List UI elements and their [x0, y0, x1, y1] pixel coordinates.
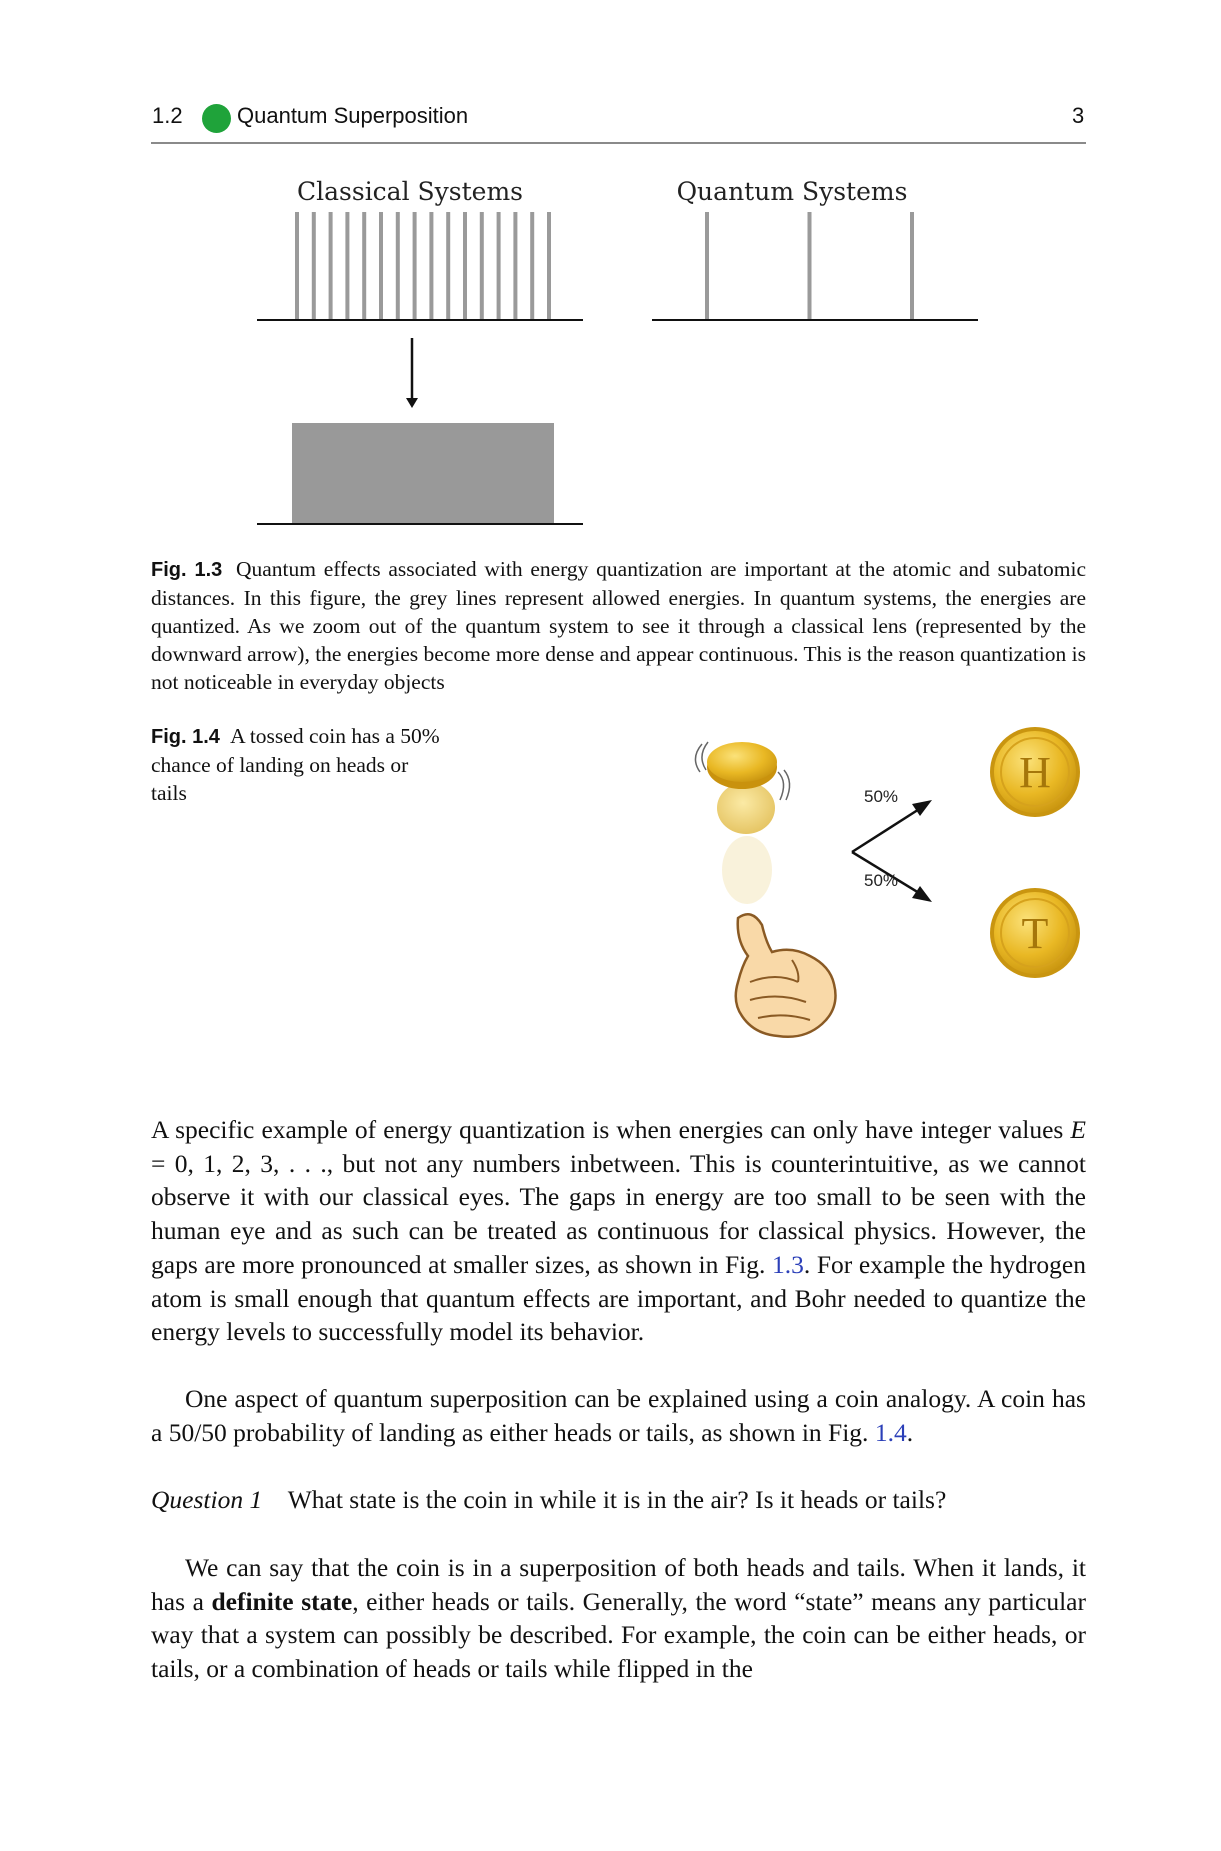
- coin-toss-illustration: [680, 720, 1090, 1060]
- p3-text-a: We can say that the coin is in a superposition of both heads and tails. When it lands, it has a: [151, 1553, 1086, 1616]
- energy-levels-figure: [250, 170, 990, 540]
- figure-1-3-caption: [151, 555, 1086, 696]
- quantum-energy-lines: [707, 212, 912, 320]
- figure-1-3-label: Fig. 1.3: [151, 559, 223, 581]
- question-1-label: Question 1: [151, 1485, 263, 1514]
- question-1-text: What state is the coin in while it is in the air? Is it heads or tails?: [287, 1485, 947, 1514]
- heads-probability-label: 50%: [864, 787, 899, 806]
- figure-1-4-caption: [151, 722, 441, 807]
- header-rule: [151, 142, 1086, 144]
- thumb-hand-icon: [736, 914, 836, 1037]
- quantum-systems-heading: Quantum Systems: [676, 177, 908, 206]
- heads-branch-arrow: [852, 800, 932, 852]
- figure-1-3-caption-text: Quantum effects associated with energy quantization are important at the atomic and subatomic distances. In this figure, the grey lines represent allowed energies. In quantum systems, the energies are quantized. As we zoom out of the quantum system to see it through a classical lens (represented by the downward arrow), the energies become more dense and appear continuous. This is the reason quantization is not noticeable in everyday objects: [151, 557, 1086, 694]
- paragraph-coin-analogy: [151, 1382, 1086, 1449]
- p1-text-c: . For example the hydrogen atom is small enough that quantum effects are important, and Bohr needed to quantize the energy levels to successfully model its behavior.: [151, 1249, 1086, 1347]
- paragraph-superposition: [151, 1551, 1086, 1686]
- question-1: [151, 1483, 1086, 1517]
- tails-letter: T: [1021, 909, 1049, 958]
- figure-1-4-link[interactable]: 1.4: [874, 1417, 907, 1447]
- page-number: 3: [1072, 103, 1085, 128]
- figure-1-3-link[interactable]: 1.3: [771, 1249, 804, 1279]
- figure-1-4-label: Fig. 1.4: [151, 726, 220, 748]
- p3-text-b: , either heads or tails. Generally, the word “state” means any particular way that a system can possibly be described. For example, the coin can be either heads, or tails, or a combination of heads or tails while flipped in the: [151, 1586, 1086, 1684]
- classical-systems-heading: Classical Systems: [297, 177, 523, 206]
- p1-text-b: = 0, 1, 2, 3, . . ., but not any numbers inbetween. This is counterintuitive, as we cannot observe it with our classical eyes. The gaps in energy are too small to be seen with the human eye and as such can be treated as continuous for classical physics. However, the gaps are more pronounced at smaller sizes, as shown in Fig.: [151, 1148, 1086, 1279]
- section-title: Quantum Superposition: [237, 103, 469, 128]
- p1-text-a: A specific example of energy quantization is when energies can only have integer values: [151, 1115, 1071, 1144]
- energy-variable: E: [1070, 1115, 1086, 1144]
- paragraph-energy-quantization: [151, 1113, 1086, 1349]
- classical-energy-lines: [297, 212, 549, 320]
- heads-coin-icon: [990, 727, 1080, 817]
- p2-text-b: .: [906, 1417, 914, 1447]
- continuous-energy-band: [292, 423, 554, 523]
- tails-coin-icon: [990, 888, 1080, 978]
- tails-probability-label: 50%: [864, 871, 899, 890]
- figure-1-4-caption-text: A tossed coin has a 50% chance of landing on heads or tails: [151, 724, 440, 805]
- section-marker-icon: [202, 104, 231, 133]
- heads-letter: H: [1019, 748, 1051, 797]
- p2-text-a: One aspect of quantum superposition can be explained using a coin analogy. A coin has a 50/50 probability of landing as either heads or tails, as shown in Fig.: [151, 1384, 1086, 1447]
- definite-state-term: definite state: [211, 1586, 353, 1616]
- down-arrow-icon: [406, 338, 418, 408]
- tossed-coin-icon: [695, 742, 789, 904]
- section-number: 1.2: [152, 103, 183, 128]
